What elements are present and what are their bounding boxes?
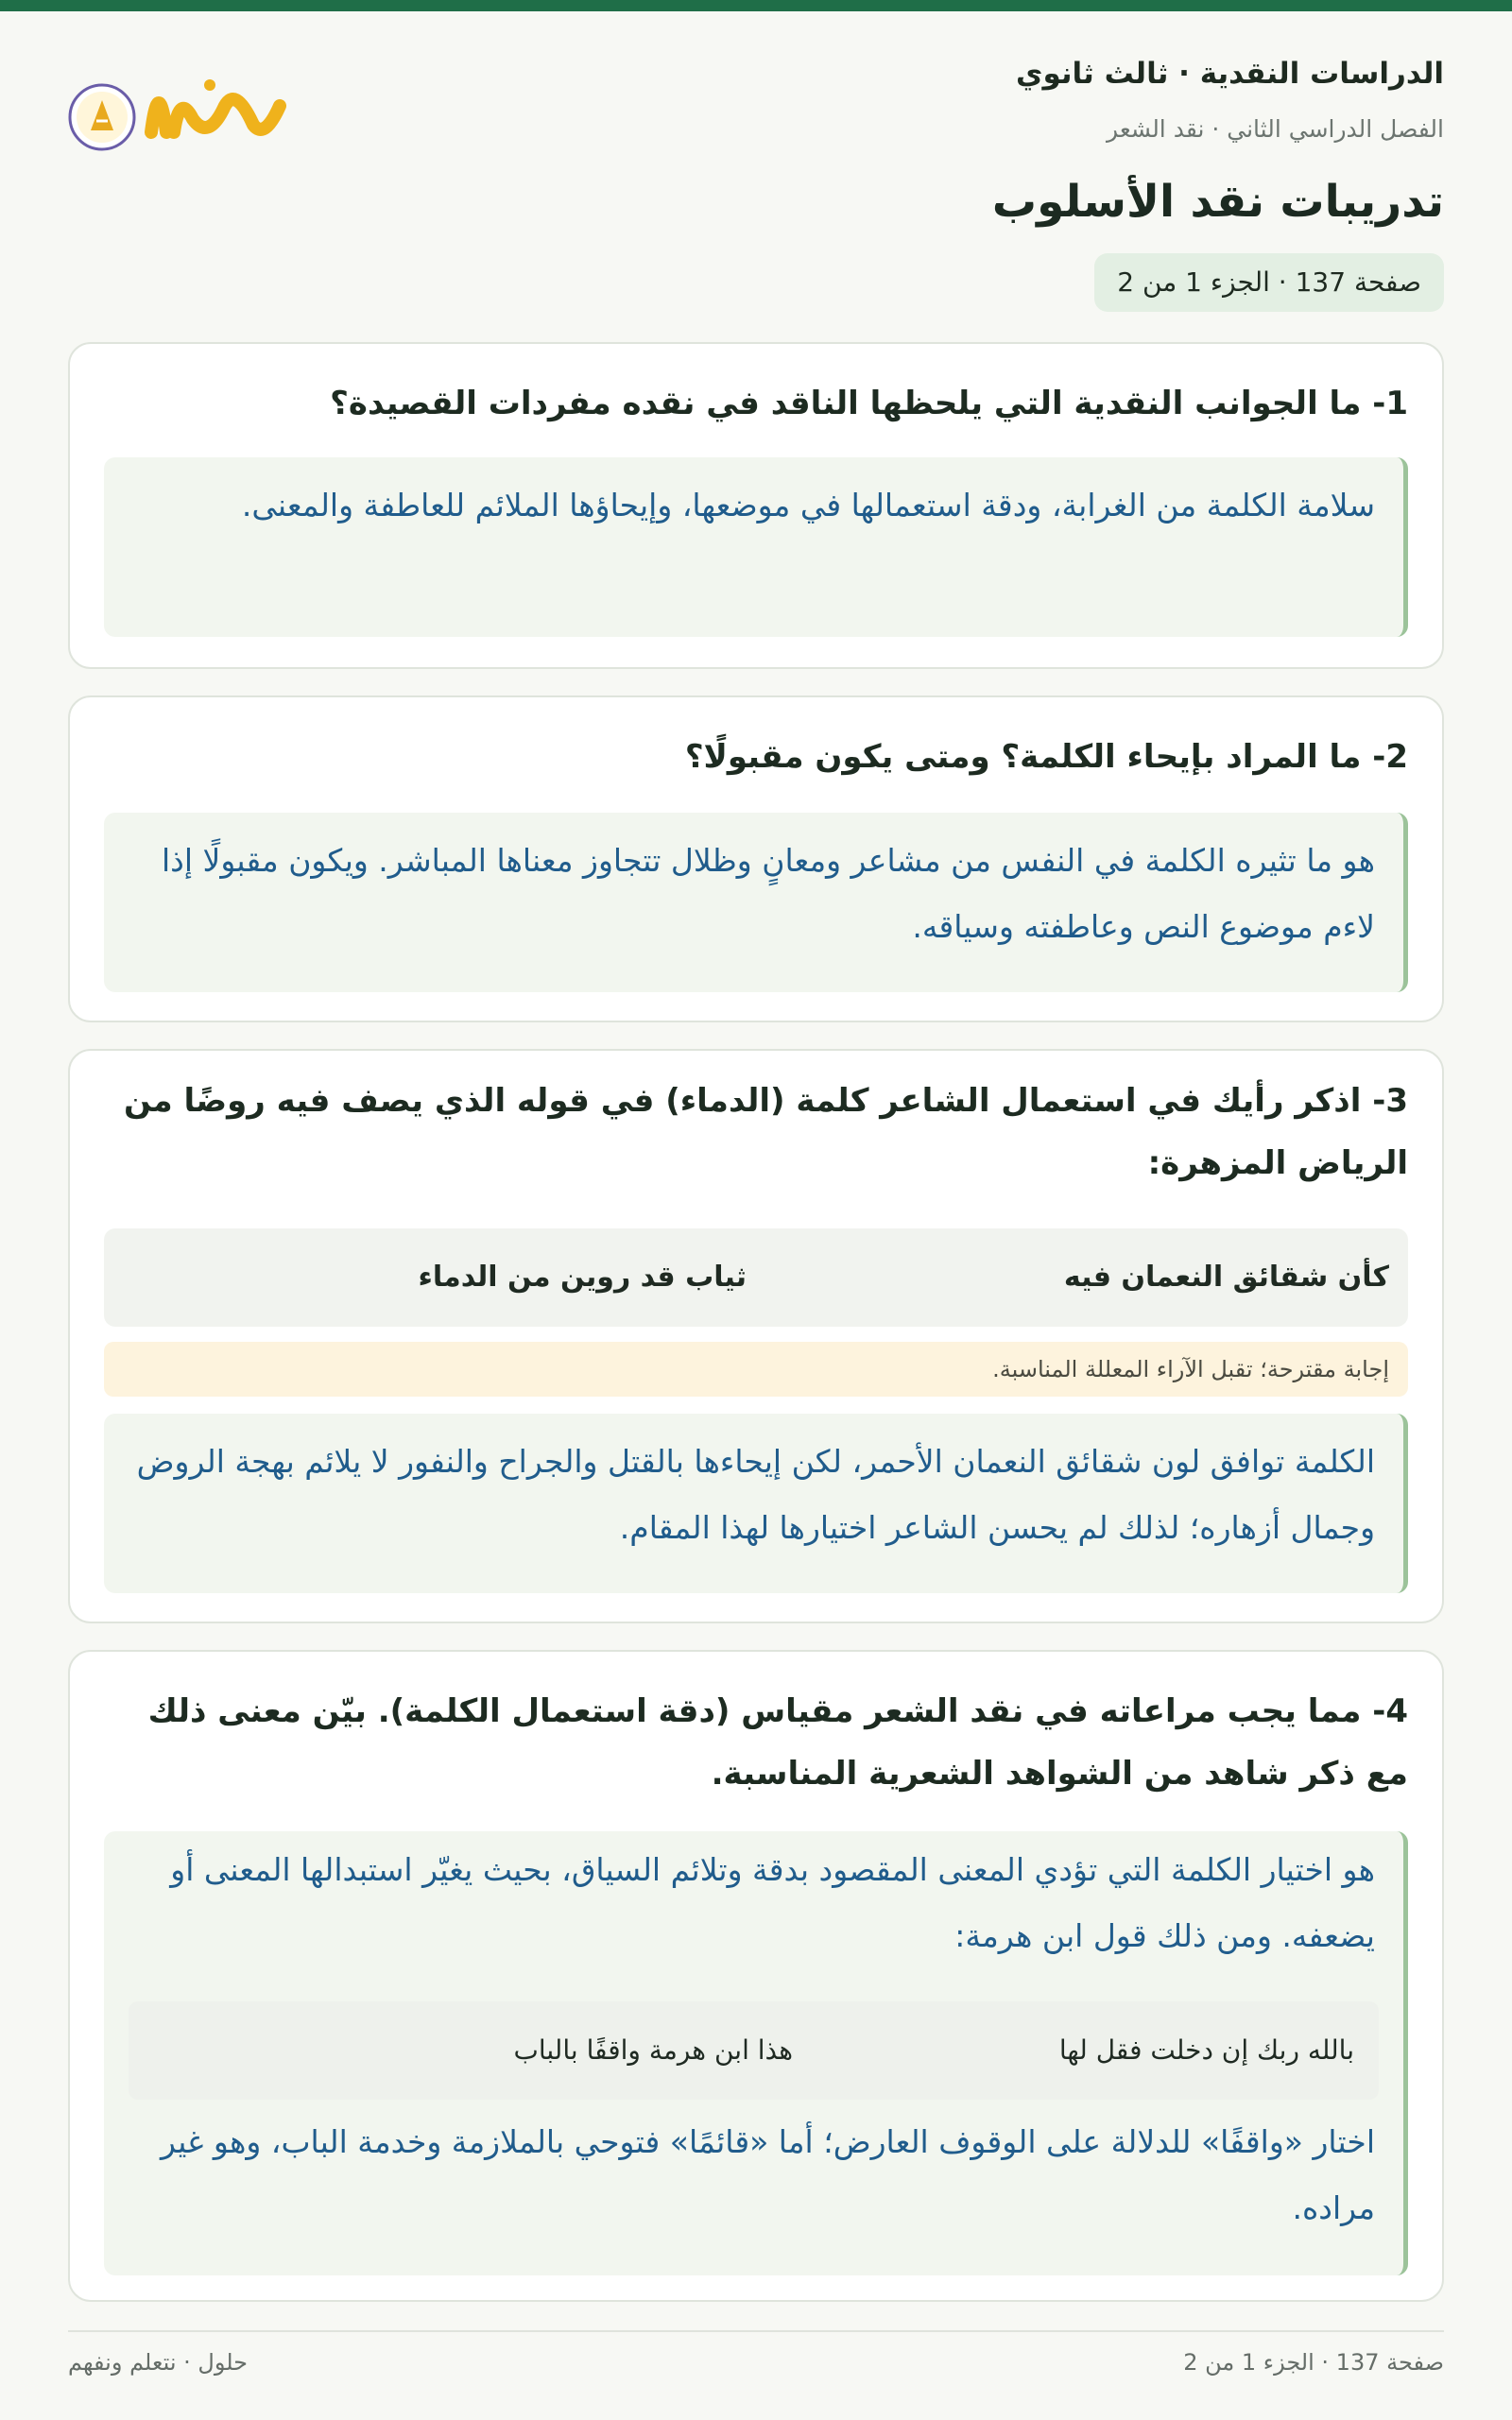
answer-box: هو ما تثيره الكلمة في النفس من مشاعر ومعانٍ وظلال تتجاوز معناها المباشر. ويكون مقبولًا إذا لاءم موضوع النص وعاطفته وسياقه.: [104, 813, 1408, 992]
question-text: 2- ما المراد بإيحاء الكلمة؟ ومتى يكون مقبولًا؟: [684, 738, 1408, 776]
question-card-2: [68, 695, 1444, 1022]
top-accent-bar: [0, 0, 1512, 11]
verse-second-hemistich: هذا ابن هرمة واقفًا بالباب: [513, 2034, 793, 2066]
question-card-4: [68, 1650, 1444, 2302]
question-text: 1- ما الجوانب النقدية التي يلحظها الناقد في نقده مفردات القصيدة؟: [330, 385, 1408, 422]
footer-brand[interactable]: حلول · نتعلم ونفهم: [68, 2349, 248, 2376]
question-card-3: [68, 1049, 1444, 1623]
poetry-verse: [129, 2001, 1379, 2100]
verse-first-hemistich: كأن شقائق النعمان فيه: [1063, 1261, 1389, 1294]
hulul-logo[interactable]: [68, 64, 295, 151]
answer-outro: اختار «واقفًا» للدلالة على الوقوف العارض؛ أما «قائمًا» فتوحي بالملازمة وخدمة الباب، وهو غير مراده.: [161, 2123, 1375, 2226]
page-header: [68, 53, 1444, 327]
answer-intro: هو اختيار الكلمة التي تؤدي المعنى المقصود بدقة وتلائم السياق، بحيث يغيّر استبدالها المعنى أو يضعفه. ومن ذلك قول ابن هرمة:: [170, 1851, 1375, 1954]
subject-title: الدراسات النقدية · ثالث ثانوي: [1016, 57, 1444, 91]
answer-box: [104, 1831, 1408, 2275]
question-text: 4- مما يجب مراعاته في نقد الشعر مقياس (دقة استعمال الكلمة). بيّن معنى ذلك مع ذكر شاهد من الشواهد الشعرية المناسبة.: [147, 1692, 1408, 1793]
verse-first-hemistich: بالله ربك إن دخلت فقل لها: [1058, 2034, 1354, 2066]
answer-box: الكلمة توافق لون شقائق النعمان الأحمر، لكن إيحاءها بالقتل والجراح والنفور لا يلائم بهجة الروض وجمال أزهاره؛ لذلك لم يحسن الشاعر اختيارها لهذا المقام.: [104, 1414, 1408, 1593]
question-card-1: [68, 342, 1444, 669]
suggested-answer-note: إجابة مقترحة؛ تقبل الآراء المعللة المناسبة.: [104, 1342, 1408, 1397]
question-text: 3- اذكر رأيك في استعمال الشاعر كلمة (الدماء) في قوله الذي يصف فيه روضًا من الرياض المزهرة:: [124, 1082, 1408, 1182]
verse-second-hemistich: ثياب قد روين من الدماء: [418, 1261, 747, 1294]
page-title: تدريبات نقد الأسلوب: [991, 176, 1444, 228]
poetry-verse: [104, 1228, 1408, 1327]
page-info-badge: صفحة 137 · الجزء 1 من 2: [1094, 253, 1444, 312]
footer-page-info: صفحة 137 · الجزء 1 من 2: [1183, 2349, 1444, 2376]
answer-box: سلامة الكلمة من الغرابة، ودقة استعمالها في موضعها، وإيحاؤها الملائم للعاطفة والمعنى.: [104, 457, 1408, 637]
hulul-logo-icon: [68, 64, 295, 151]
breadcrumb: الفصل الدراسي الثاني · نقد الشعر: [1107, 115, 1444, 143]
footer-divider: [68, 2330, 1444, 2332]
